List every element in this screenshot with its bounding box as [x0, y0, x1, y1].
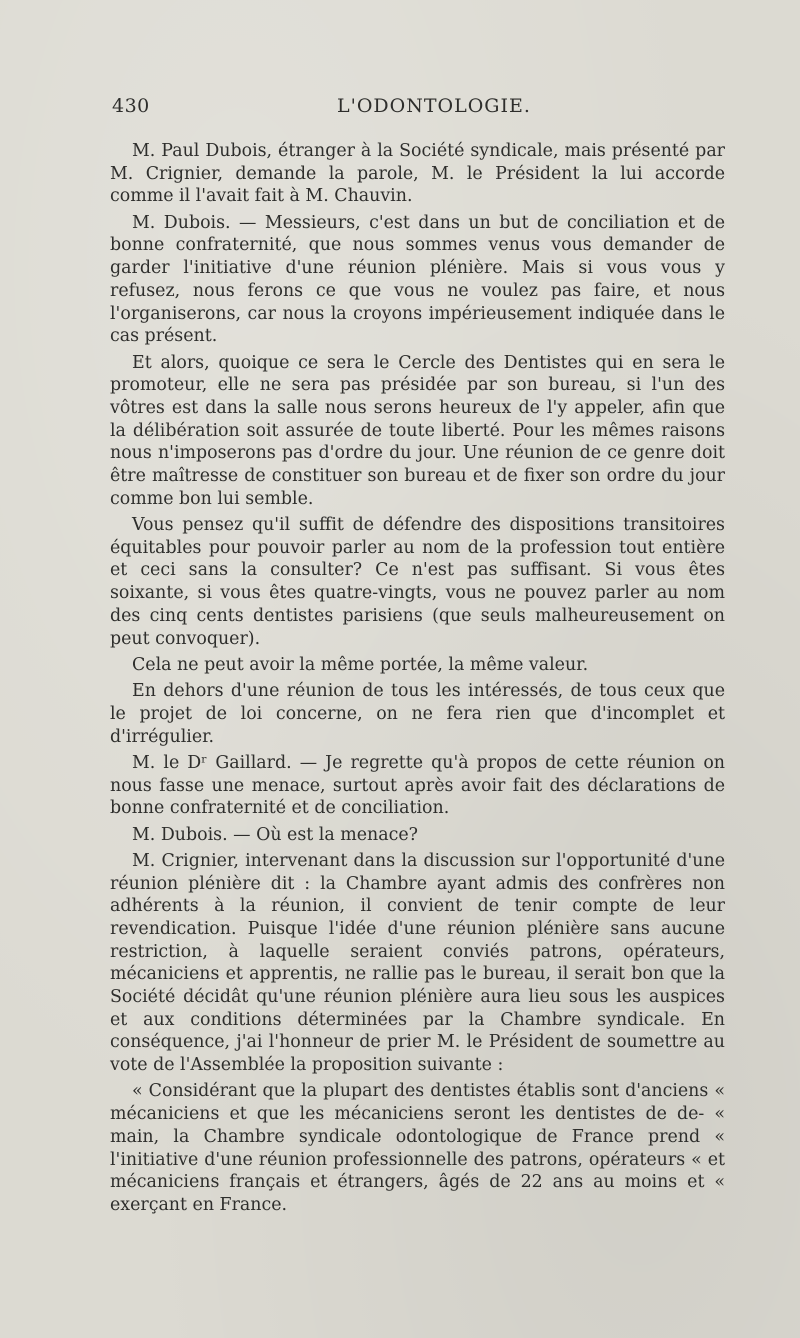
paragraph-proposition-quote: « Considérant que la plupart des dentistes établis sont d'anciens « mécaniciens et que les mécaniciens seront les dentistes de de- « main, la Chambre syndicale odontologique de France prend « l'initiative d'une réunion professionnelle des patrons, opérateurs « et mécaniciens français et étrangers, âgés de 22 ans au moins et « exerçant en France.: [110, 1081, 725, 1215]
paragraph-dispositions: Vous pensez qu'il suffit de défendre des dispositions transitoires équitables pour pouvoir parler au nom de la profession tout entière et ceci sans la consulter? Ce n'est pas suffisant. Si vous êtes soixante, si vous êtes quatre-vingts, vous ne pouvez parler au nom des cinq cents dentistes parisiens (que seuls malheureusement on peut convoquer).: [110, 515, 725, 649]
paragraph-dubois-speech: M. Dubois. — Messieurs, c'est dans un but de conciliation et de bonne confraternité, que nous sommes venus vous demander de garder l'initiative d'une réunion plénière. Mais si vous vous y refusez, nous ferons ce que vous ne voulez pas faire, et nous l'organiserons, car nous la croyons impérieusement indiquée dans le cas présent.: [110, 212, 725, 347]
page-header: [112, 95, 724, 125]
paragraph-cercle-promoteur: Et alors, quoique ce sera le Cercle des Dentistes qui en sera le promoteur, elle ne sera pas présidée par son bureau, si l'un des vôtres est dans la salle nous serons heureux de l'y appeler, afin que la délibération soit assurée de toute liberté. Pour les mêmes raisons nous n'imposerons pas d'ordre du jour. Une réunion de ce genre doit être maîtresse de constituer son bureau et de fixer son ordre du jour comme bon lui semble.: [110, 352, 725, 509]
paragraph-meme-portee: Cela ne peut avoir la même portée, la même valeur.: [132, 654, 589, 675]
paragraph-gaillard: M. le Dʳ Gaillard. — Je regrette qu'à propos de cette réunion on nous fasse une menace, surtout après avoir fait des déclarations de bonne confraternité et de conciliation.: [110, 752, 725, 819]
paragraph-interesses: En dehors d'une réunion de tous les intéressés, de tous ceux que le projet de loi concerne, on ne fera rien que d'incomplet et d'irrégulier.: [110, 681, 725, 747]
paragraph-crignier: M. Crignier, intervenant dans la discussion sur l'opportunité d'une réunion plénière dit : la Chambre ayant admis des confrères non adhérents à la réunion, il convient de tenir compte de leur revendication. Puisque l'idée d'une réunion plénière sans aucune restriction, à laquelle seraient conviés patrons, opérateurs, mécaniciens et apprentis, ne rallie pas le bureau, il serait bon que la Société décidât qu'une réunion plénière aura lieu sous les auspices et aux conditions déterminées par la Chambre syndicale. En conséquence, j'ai l'honneur de prier M. le Président de soumettre au vote de l'Assemblée la proposition suivante :: [110, 850, 725, 1076]
body-text: [110, 140, 725, 1220]
running-title: L'ODONTOLOGIE.: [337, 95, 531, 117]
page-number: 430: [112, 95, 150, 117]
paragraph-dubois-intro: M. Paul Dubois, étranger à la Société syndicale, mais présenté par M. Crignier, demande la parole, M. le Président la lui accorde comme il l'avait fait à M. Chauvin.: [110, 141, 725, 207]
paragraph-ou-menace: M. Dubois. — Où est la menace?: [132, 824, 418, 845]
